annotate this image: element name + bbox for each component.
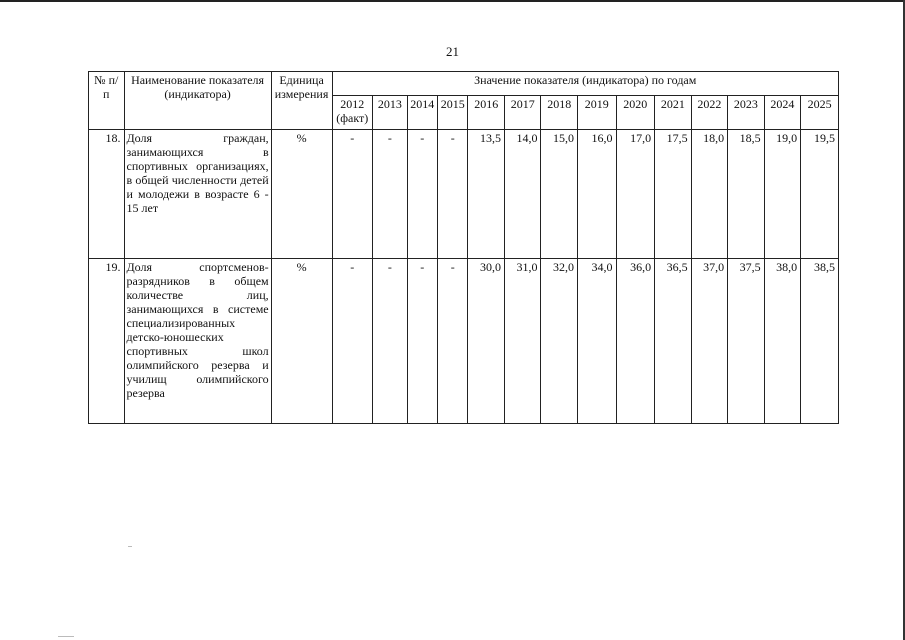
header-year: 2017 [504, 96, 541, 130]
indicator-value: - [373, 259, 407, 424]
header-unit: Единица измерения [271, 72, 332, 130]
header-year: 2023 [728, 96, 765, 130]
indicator-value: - [438, 130, 468, 259]
indicator-value: - [373, 130, 407, 259]
header-year: 2015 [438, 96, 468, 130]
indicator-value: 16,0 [577, 130, 616, 259]
header-year: 2016 [468, 96, 505, 130]
header-values-group: Значение показателя (индикатора) по годам [332, 72, 839, 96]
header-name: Наименование показателя (индикатора) [124, 72, 271, 130]
indicator-value: 19,0 [764, 130, 801, 259]
indicator-value: 14,0 [504, 130, 541, 259]
indicator-value: - [438, 259, 468, 424]
indicator-value: 13,5 [468, 130, 505, 259]
indicator-unit: % [271, 259, 332, 424]
scan-speck [128, 546, 132, 547]
header-year: 2012 (факт) [332, 96, 373, 130]
indicator-value: - [332, 259, 373, 424]
indicator-value: 15,0 [541, 130, 578, 259]
indicator-value: - [332, 130, 373, 259]
indicator-value: 18,5 [728, 130, 765, 259]
indicator-value: 38,5 [801, 259, 839, 424]
indicator-value: 30,0 [468, 259, 505, 424]
indicator-value: 34,0 [577, 259, 616, 424]
header-year: 2024 [764, 96, 801, 130]
indicator-name: Доля спортсменов-разрядников в общем количестве лиц, занимающихся в системе специализированных детско-юношеских спортивных школ олимпийского резерва и училищ олимпийского резерва [124, 259, 271, 424]
indicator-value: 37,5 [728, 259, 765, 424]
indicator-value: 19,5 [801, 130, 839, 259]
header-year: 2021 [655, 96, 692, 130]
indicator-value: 38,0 [764, 259, 801, 424]
indicators-table [88, 71, 839, 424]
indicator-value: 17,0 [616, 130, 655, 259]
indicator-name: Доля граждан, занимающихся в спортивных организациях, в общей численности детей и молодежи в возрасте 6 - 15 лет [124, 130, 271, 259]
indicator-value: 36,5 [655, 259, 692, 424]
table-row [89, 130, 839, 259]
header-year: 2018 [541, 96, 578, 130]
indicator-value: 36,0 [616, 259, 655, 424]
indicator-value: - [407, 130, 437, 259]
indicator-value: 31,0 [504, 259, 541, 424]
page-number: 21 [446, 44, 459, 59]
indicator-value: 37,0 [691, 259, 728, 424]
row-number: 19. [89, 259, 125, 424]
indicator-value: - [407, 259, 437, 424]
header-num: № п/п [89, 72, 125, 130]
header-row-1 [89, 72, 839, 96]
scan-speck [58, 636, 74, 637]
scan-edge-top [0, 0, 905, 2]
header-year: 2019 [577, 96, 616, 130]
header-year: 2013 [373, 96, 407, 130]
indicator-value: 18,0 [691, 130, 728, 259]
header-year: 2022 [691, 96, 728, 130]
header-year: 2014 [407, 96, 437, 130]
indicator-unit: % [271, 130, 332, 259]
header-year: 2020 [616, 96, 655, 130]
indicator-value: 17,5 [655, 130, 692, 259]
row-number: 18. [89, 130, 125, 259]
header-year: 2025 [801, 96, 839, 130]
indicator-value: 32,0 [541, 259, 578, 424]
table-row [89, 259, 839, 424]
